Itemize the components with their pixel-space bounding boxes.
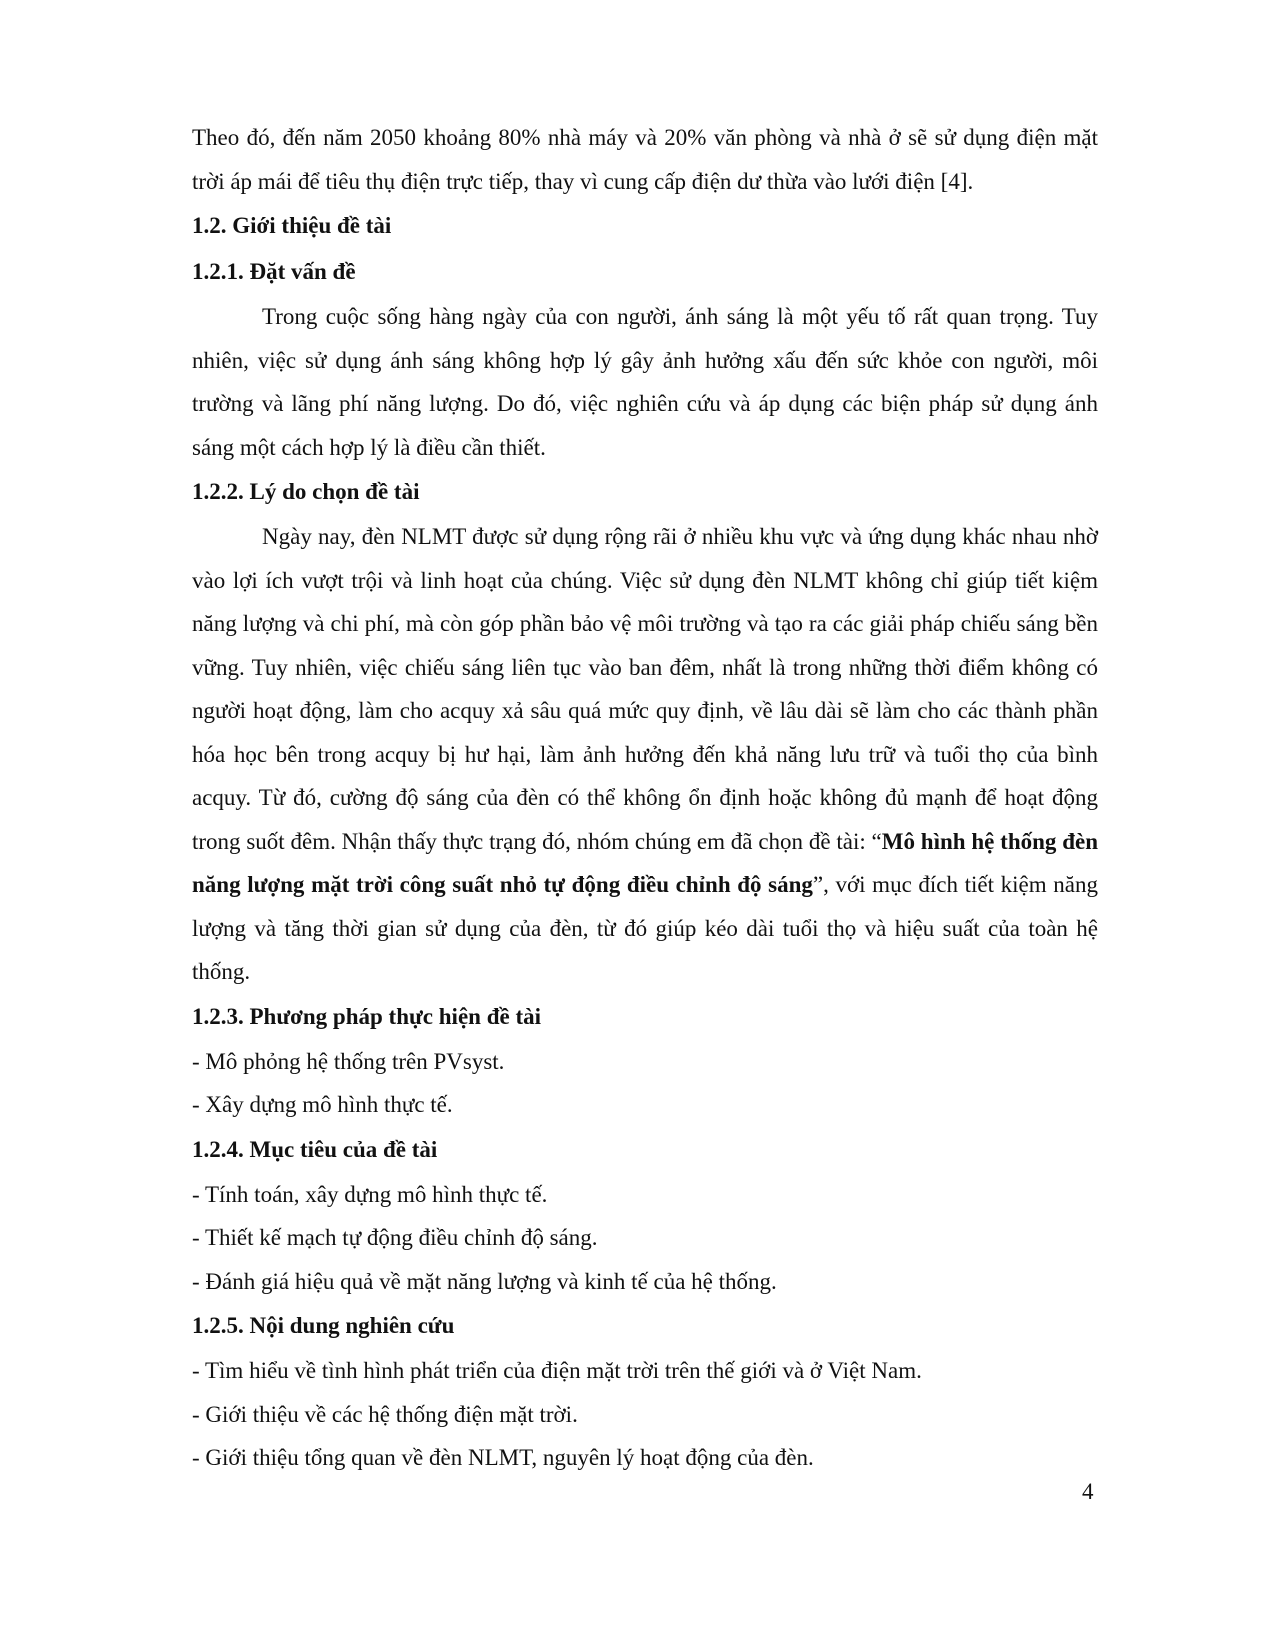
intro-paragraph: Theo đó, đến năm 2050 khoảng 80% nhà máy và 20% văn phòng và nhà ở sẽ sử dụng điện mặt trời áp mái để tiêu thụ điện trực tiếp, thay vì cung cấp điện dư thừa vào lưới điện [4]. [192,125,1098,194]
section-heading-1-2-5: 1.2.5. Nội dung nghiên cứu [192,1313,455,1338]
list-item: - Tính toán, xây dựng mô hình thực tế. [192,1181,548,1207]
list-item: - Đánh giá hiệu quả về mặt năng lượng và kinh tế của hệ thống. [192,1268,777,1294]
page-content [192,116,1098,1480]
section-heading-1-2: 1.2. Giới thiệu đề tài [192,213,392,238]
page-number: 4 [1082,1479,1094,1504]
section-heading-1-2-2: 1.2.2. Lý do chọn đề tài [192,479,420,504]
section-heading-1-2-4: 1.2.4. Mục tiêu của đề tài [192,1136,438,1162]
section-heading-1-2-3: 1.2.3. Phương pháp thực hiện đề tài [192,1003,541,1029]
list-item: - Xây dựng mô hình thực tế. [192,1092,453,1117]
paragraph-text-end: ”, với mục đích tiết kiệm năng lượng và tăng thời gian sử dụng của đèn, từ đó giúp kéo dài tuổi thọ và hiệu suất của toàn hệ thống. [192,872,1098,984]
project-title-bold: Mô hình hệ thống đèn năng lượng mặt trời công suất nhỏ tự động điều chỉnh độ sáng [192,828,1099,897]
paragraph-text-start: Ngày nay, đèn NLMT được sử dụng rộng rãi ở nhiều khu vực và ứng dụng khác nhau nhờ vào lợi ích vượt trội và linh hoạt của chúng. Việc sử dụng đèn NLMT không chỉ giúp tiết kiệm năng lượng và chi phí, mà còn góp phần bảo vệ môi trường và tạo ra các giải pháp chiếu sáng bền vững. Tuy nhiên, việc chiếu sáng liên tục vào ban đêm, nhất là trong những thời điểm không có người hoạt động, làm cho acquy xả sâu quá mức quy định, về lâu dài sẽ làm cho các thành phần hóa học bên trong acquy bị hư hại, làm ảnh hưởng đến khả năng lưu trữ và tuổi thọ của bình acquy. Từ đó, cường độ sáng của đèn có thể không ổn định hoặc không đủ mạnh để hoạt động trong suốt đêm. Nhận thấy thực trạng đó, nhóm chúng em đã chọn đề tài: “ [192,524,1098,854]
paragraph-ly-do-chon-de-tai [192,515,1098,994]
list-item: - Giới thiệu về các hệ thống điện mặt trời. [192,1401,578,1427]
list-item: - Mô phỏng hệ thống trên PVsyst. [192,1048,505,1074]
list-item: - Giới thiệu tổng quan về đèn NLMT, nguyên lý hoạt động của đèn. [192,1445,814,1470]
paragraph-dat-van-de: Trong cuộc sống hàng ngày của con người, ánh sáng là một yếu tố rất quan trọng. Tuy nhiên, việc sử dụng ánh sáng không hợp lý gây ảnh hưởng xấu đến sức khỏe con người, môi trường và lãng phí năng lượng. Do đó, việc nghiên cứu và áp dụng các biện pháp sử dụng ánh sáng một cách hợp lý là điều cần thiết. [192,304,1098,460]
section-heading-1-2-1: 1.2.1. Đặt vấn đề [192,259,356,284]
list-item: - Tìm hiểu về tình hình phát triển của điện mặt trời trên thế giới và ở Việt Nam. [192,1358,922,1383]
list-item: - Thiết kế mạch tự động điều chỉnh độ sáng. [192,1225,598,1250]
